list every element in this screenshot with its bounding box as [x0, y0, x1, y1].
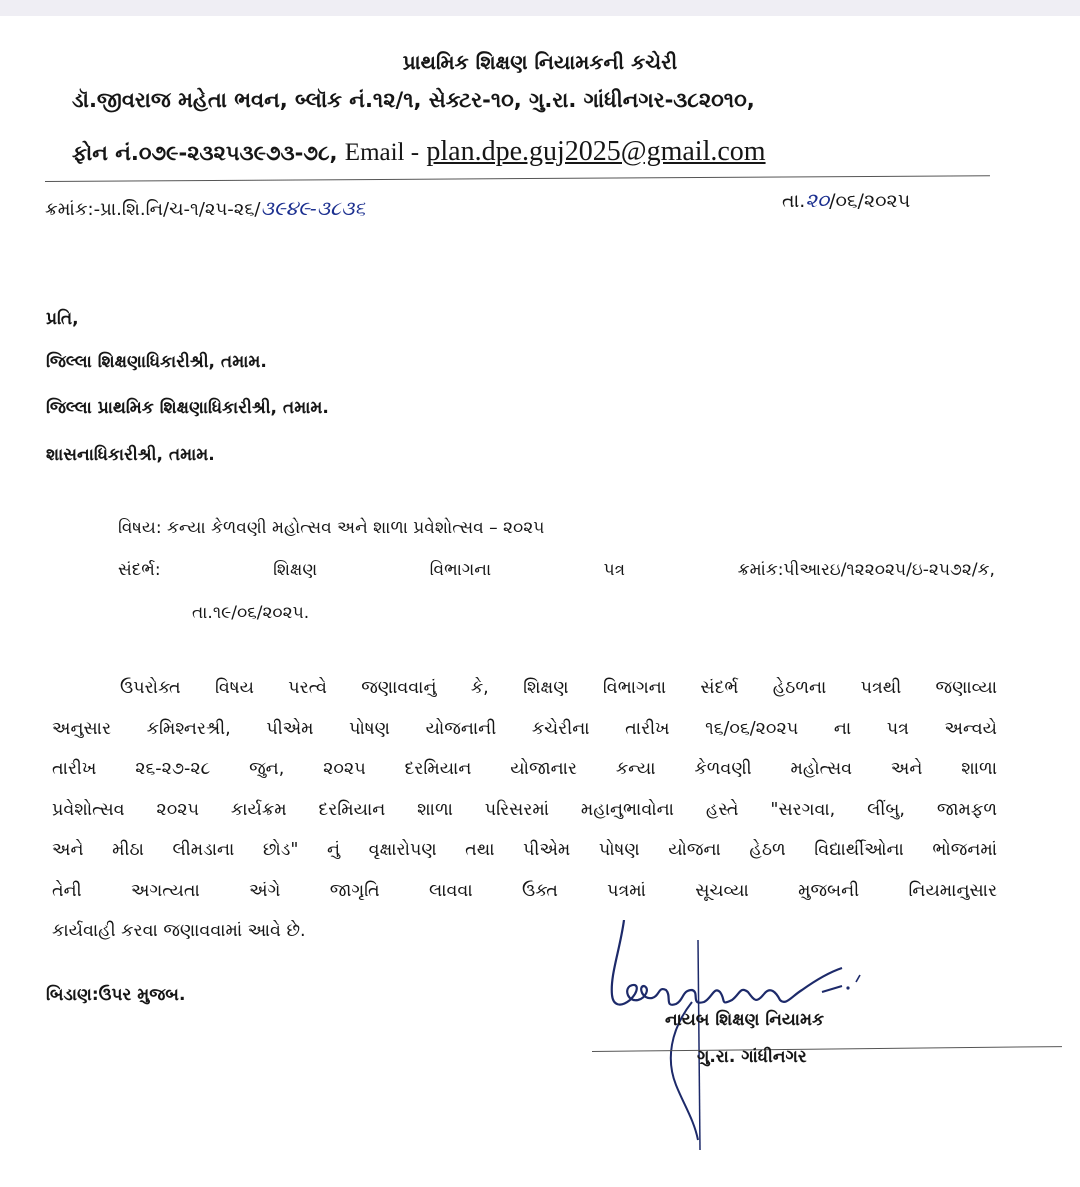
email-label: Email - — [344, 139, 420, 166]
body-line: તારીખ ૨૬-૨૭-૨૮ જુન, ૨૦૨૫ દરમિયાન યોજાનાર કન્યા કેળવણી મહોત્સવ અને શાળા — [52, 759, 997, 779]
reference-date: તા.૧૯/૦૬/૨૦૨૫. — [192, 603, 310, 623]
body-paragraph — [52, 668, 997, 952]
contact-line — [72, 136, 766, 168]
recipient-line: શાસનાધિકારીશ્રી, તમામ. — [46, 445, 215, 465]
body-line: તેની અગત્યતા અંગે જાગૃતિ લાવવા ઉક્ત પત્રમાં સૂચવ્યા મુજબની નિયમાનુસાર — [52, 880, 997, 901]
body-line: અનુસાર કમિશ્નરશ્રી, પીએમ પોષણ યોજનાની કચેરીના તારીખ ૧૬/૦૬/૨૦૨૫ ના પત્ર અન્વયે — [52, 718, 997, 739]
date-rest: /૦૬/૨૦૨૫ — [829, 190, 911, 212]
signature — [580, 920, 1050, 1160]
office-title: પ્રાથમિક શિક્ષણ નિયામકની કચેરી — [402, 50, 678, 74]
reference-handwritten: ૩૯૪૯-૩૮૩૬ — [260, 196, 366, 220]
phone-number: ફોન નં.૦૭૯-૨૩૨૫૩૯૭૩-૭૮, — [72, 141, 338, 165]
body-line: પ્રવેશોત્સવ ૨૦૨૫ કાર્યક્રમ દરમિયાન શાળા પરિસરમાં મહાનુભાવોના હસ્તે "સરગવા, લીંબુ, જામફળ — [52, 799, 997, 820]
body-line: કાર્યવાહી કરવા જણાવવામાં આવે છે. — [52, 921, 306, 941]
subject-label: વિષય: — [118, 518, 162, 538]
signatory-place: ગુ.રા. ગાંધીનગર — [697, 1047, 807, 1067]
subject-line — [118, 518, 544, 538]
recipient-line: જિલ્લા શિક્ષણાધિકારીશ્રી, તમામ. — [46, 352, 267, 372]
reference-word: વિભાગના — [429, 560, 492, 580]
top-strip — [0, 0, 1080, 16]
letter-date — [782, 188, 910, 212]
recipient-line: જિલ્લા પ્રાથમિક શિક્ષણાધિકારીશ્રી, તમામ. — [46, 398, 329, 418]
office-address: ડૉ.જીવરાજ મહેતા ભવન, બ્લૉક નં.૧૨/૧, સેક્ટર-૧૦, ગુ.રા. ગાંધીનગર-૩૮૨૦૧૦, — [72, 88, 755, 112]
body-line: અને મીઠા લીમડાના છોડ" નું વૃક્ષારોપણ તથા પીએમ પોષણ યોજના હેઠળ વિદ્યાર્થીઓના ભોજનમાં — [52, 840, 997, 860]
salutation: પ્રતિ, — [46, 309, 79, 329]
reference-printed: ક્રમાંક:-પ્રા.શિ.નિ/ચ-૧/૨૫-૨૬/ — [45, 199, 261, 220]
date-prefix: તા. — [782, 190, 806, 212]
reference-word: શિક્ષણ — [273, 560, 318, 580]
subject-text: કન્યા કેળવણી મહોત્સવ અને શાળા પ્રવેશોત્સવ – ૨૦૨૫ — [167, 518, 545, 538]
email-address[interactable]: plan.dpe.guj2025@gmail.com — [426, 136, 766, 167]
reference-word: ક્રમાંક:પીઆરઇ/૧૨૨૦૨૫/ઇ-૨૫૭૨/ક, — [737, 560, 995, 580]
reference-label: સંદર્ભ: — [118, 560, 161, 580]
body-line: ઉપરોક્ત વિષય પરત્વે જણાવવાનું કે, શિક્ષણ વિભાગના સંદર્ભ હેઠળના પત્રથી જણાવ્યા — [120, 678, 997, 698]
reference-word: પત્ર — [603, 560, 626, 580]
reference-number — [45, 196, 366, 220]
signatory-designation: નાયબ શિક્ષણ નિયામક — [665, 1010, 824, 1030]
header-divider — [45, 175, 990, 182]
date-handwritten-day: ૨૦ — [805, 188, 830, 212]
enclosure-note: બિડાણ:ઉપર મુજબ. — [46, 985, 186, 1005]
reference-line — [118, 560, 995, 580]
